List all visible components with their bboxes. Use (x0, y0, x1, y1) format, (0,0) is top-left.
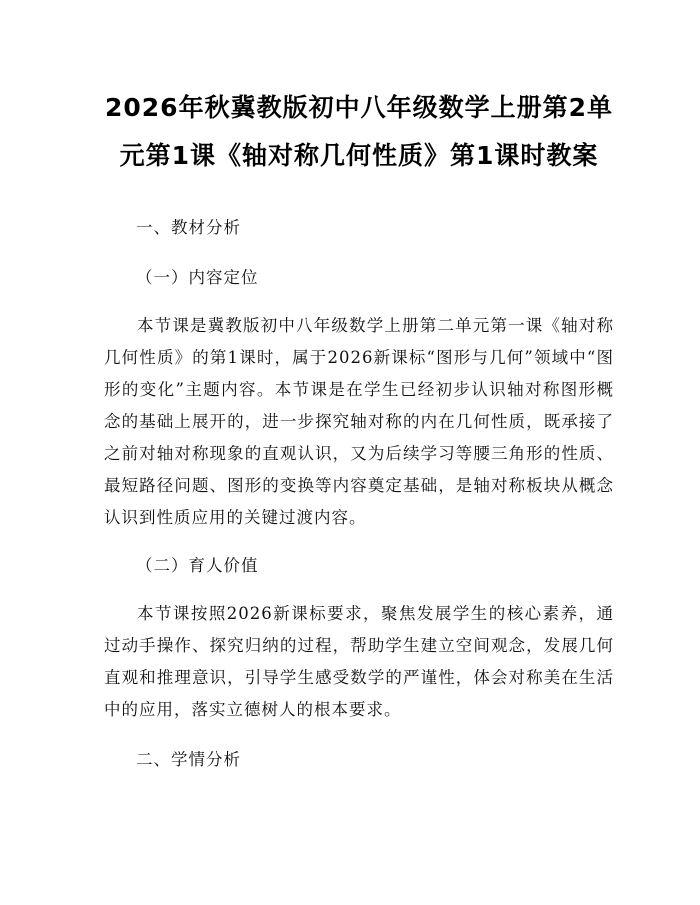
subsection-heading-educational-value: （二）育人价值 (136, 556, 259, 575)
subsection-heading-content-positioning: （一）内容定位 (136, 268, 259, 287)
paragraph-educational-value: 本节课按照2026新课标要求，聚焦发展学生的核心素养，通过动手操作、探究归纳的过程，帮助学生建立空间观念，发展几何直观和推理意识，引导学生感受数学的严谨性，体会对称美在生活中的应用，落实立德树人的根本要求。 (104, 604, 614, 719)
section-heading-student-analysis: 二、学情分析 (136, 750, 241, 769)
document-title: 2026年秋冀教版初中八年级数学上册第2单元第1课《轴对称几何性质》第1课时教案 (105, 93, 613, 170)
paragraph-content-positioning: 本节课是冀教版初中八年级数学上册第二单元第一课《轴对称几何性质》的第1课时，属于2026新课标“图形与几何”领域中“图形的变化”主题内容。本节课是在学生已经初步认识轴对称图形概念的基础上展开的，进一步探究轴对称的内在几何性质，既承接了之前对轴对称现象的直观认识，又为后续学习等腰三角形的性质、最短路径问题、图形的变换等内容奠定基础，是轴对称板块从概念认识到性质应用的关键过渡内容。 (104, 316, 614, 527)
section-heading-textbook-analysis: 一、教材分析 (136, 218, 241, 237)
